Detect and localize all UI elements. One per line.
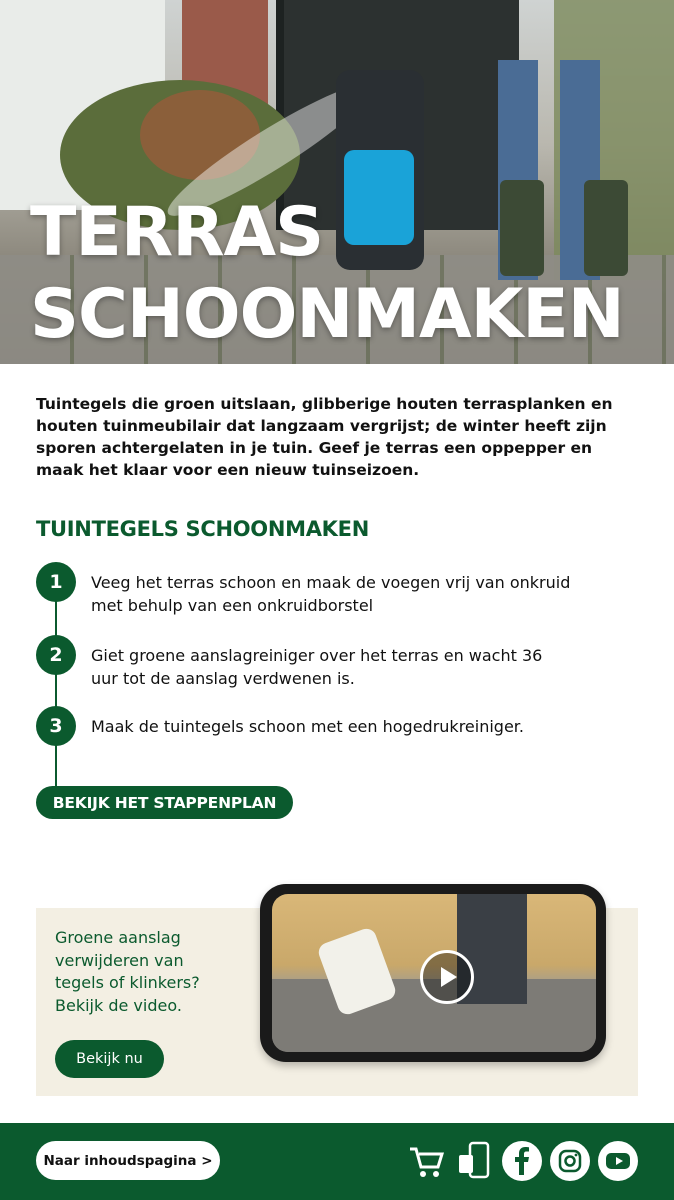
video-promo-text: Groene aanslag verwijderen van tegels of klinkers? Bekijk de video. bbox=[55, 928, 200, 1015]
section-title: TUINTEGELS SCHOONMAKEN bbox=[36, 517, 369, 541]
video-thumbnail[interactable] bbox=[272, 894, 596, 1052]
step-text: Veeg het terras schoon en maak de voegen vrij van onkruid met behulp van een onkruidborstel bbox=[91, 573, 571, 615]
youtube-icon[interactable] bbox=[598, 1141, 638, 1181]
phone-video-mockup[interactable] bbox=[260, 884, 606, 1062]
cart-icon[interactable] bbox=[406, 1141, 446, 1181]
contents-page-button[interactable]: Naar inhoudspagina > bbox=[36, 1141, 220, 1180]
step-number-badge: 1 bbox=[36, 562, 76, 602]
stappenplan-button[interactable]: BEKIJK HET STAPPENPLAN bbox=[36, 786, 293, 819]
hero-title bbox=[30, 192, 624, 356]
play-icon[interactable] bbox=[420, 950, 474, 1004]
instagram-icon[interactable] bbox=[550, 1141, 590, 1181]
facebook-icon[interactable] bbox=[502, 1141, 542, 1181]
hero-title-line1: TERRAS bbox=[30, 193, 324, 272]
step-item bbox=[36, 562, 571, 617]
hero-title-line2: SCHOONMAKEN bbox=[30, 275, 624, 354]
step-item bbox=[36, 706, 571, 746]
step-number-badge: 2 bbox=[36, 635, 76, 675]
step-item bbox=[36, 635, 571, 690]
step-text: Giet groene aanslagreiniger over het terras en wacht 36 uur tot de aanslag verdwenen is. bbox=[91, 646, 543, 688]
step-number-badge: 3 bbox=[36, 706, 76, 746]
mobile-app-icon[interactable] bbox=[454, 1141, 494, 1181]
watch-video-button[interactable]: Bekijk nu bbox=[55, 1040, 164, 1078]
intro-paragraph: Tuintegels die groen uitslaan, glibberige houten terrasplanken en houten tuinmeubilair dat langzaam vergrijst; de winter heeft zijn sporen achtergelaten in je tuin. Geef je terras een oppepper en maak het klaar voor een nieuw tuinseizoen. bbox=[36, 395, 613, 479]
step-text: Maak de tuintegels schoon met een hogedrukreiniger. bbox=[91, 717, 524, 736]
footer-icons bbox=[406, 1141, 638, 1181]
hero-banner bbox=[0, 0, 674, 364]
